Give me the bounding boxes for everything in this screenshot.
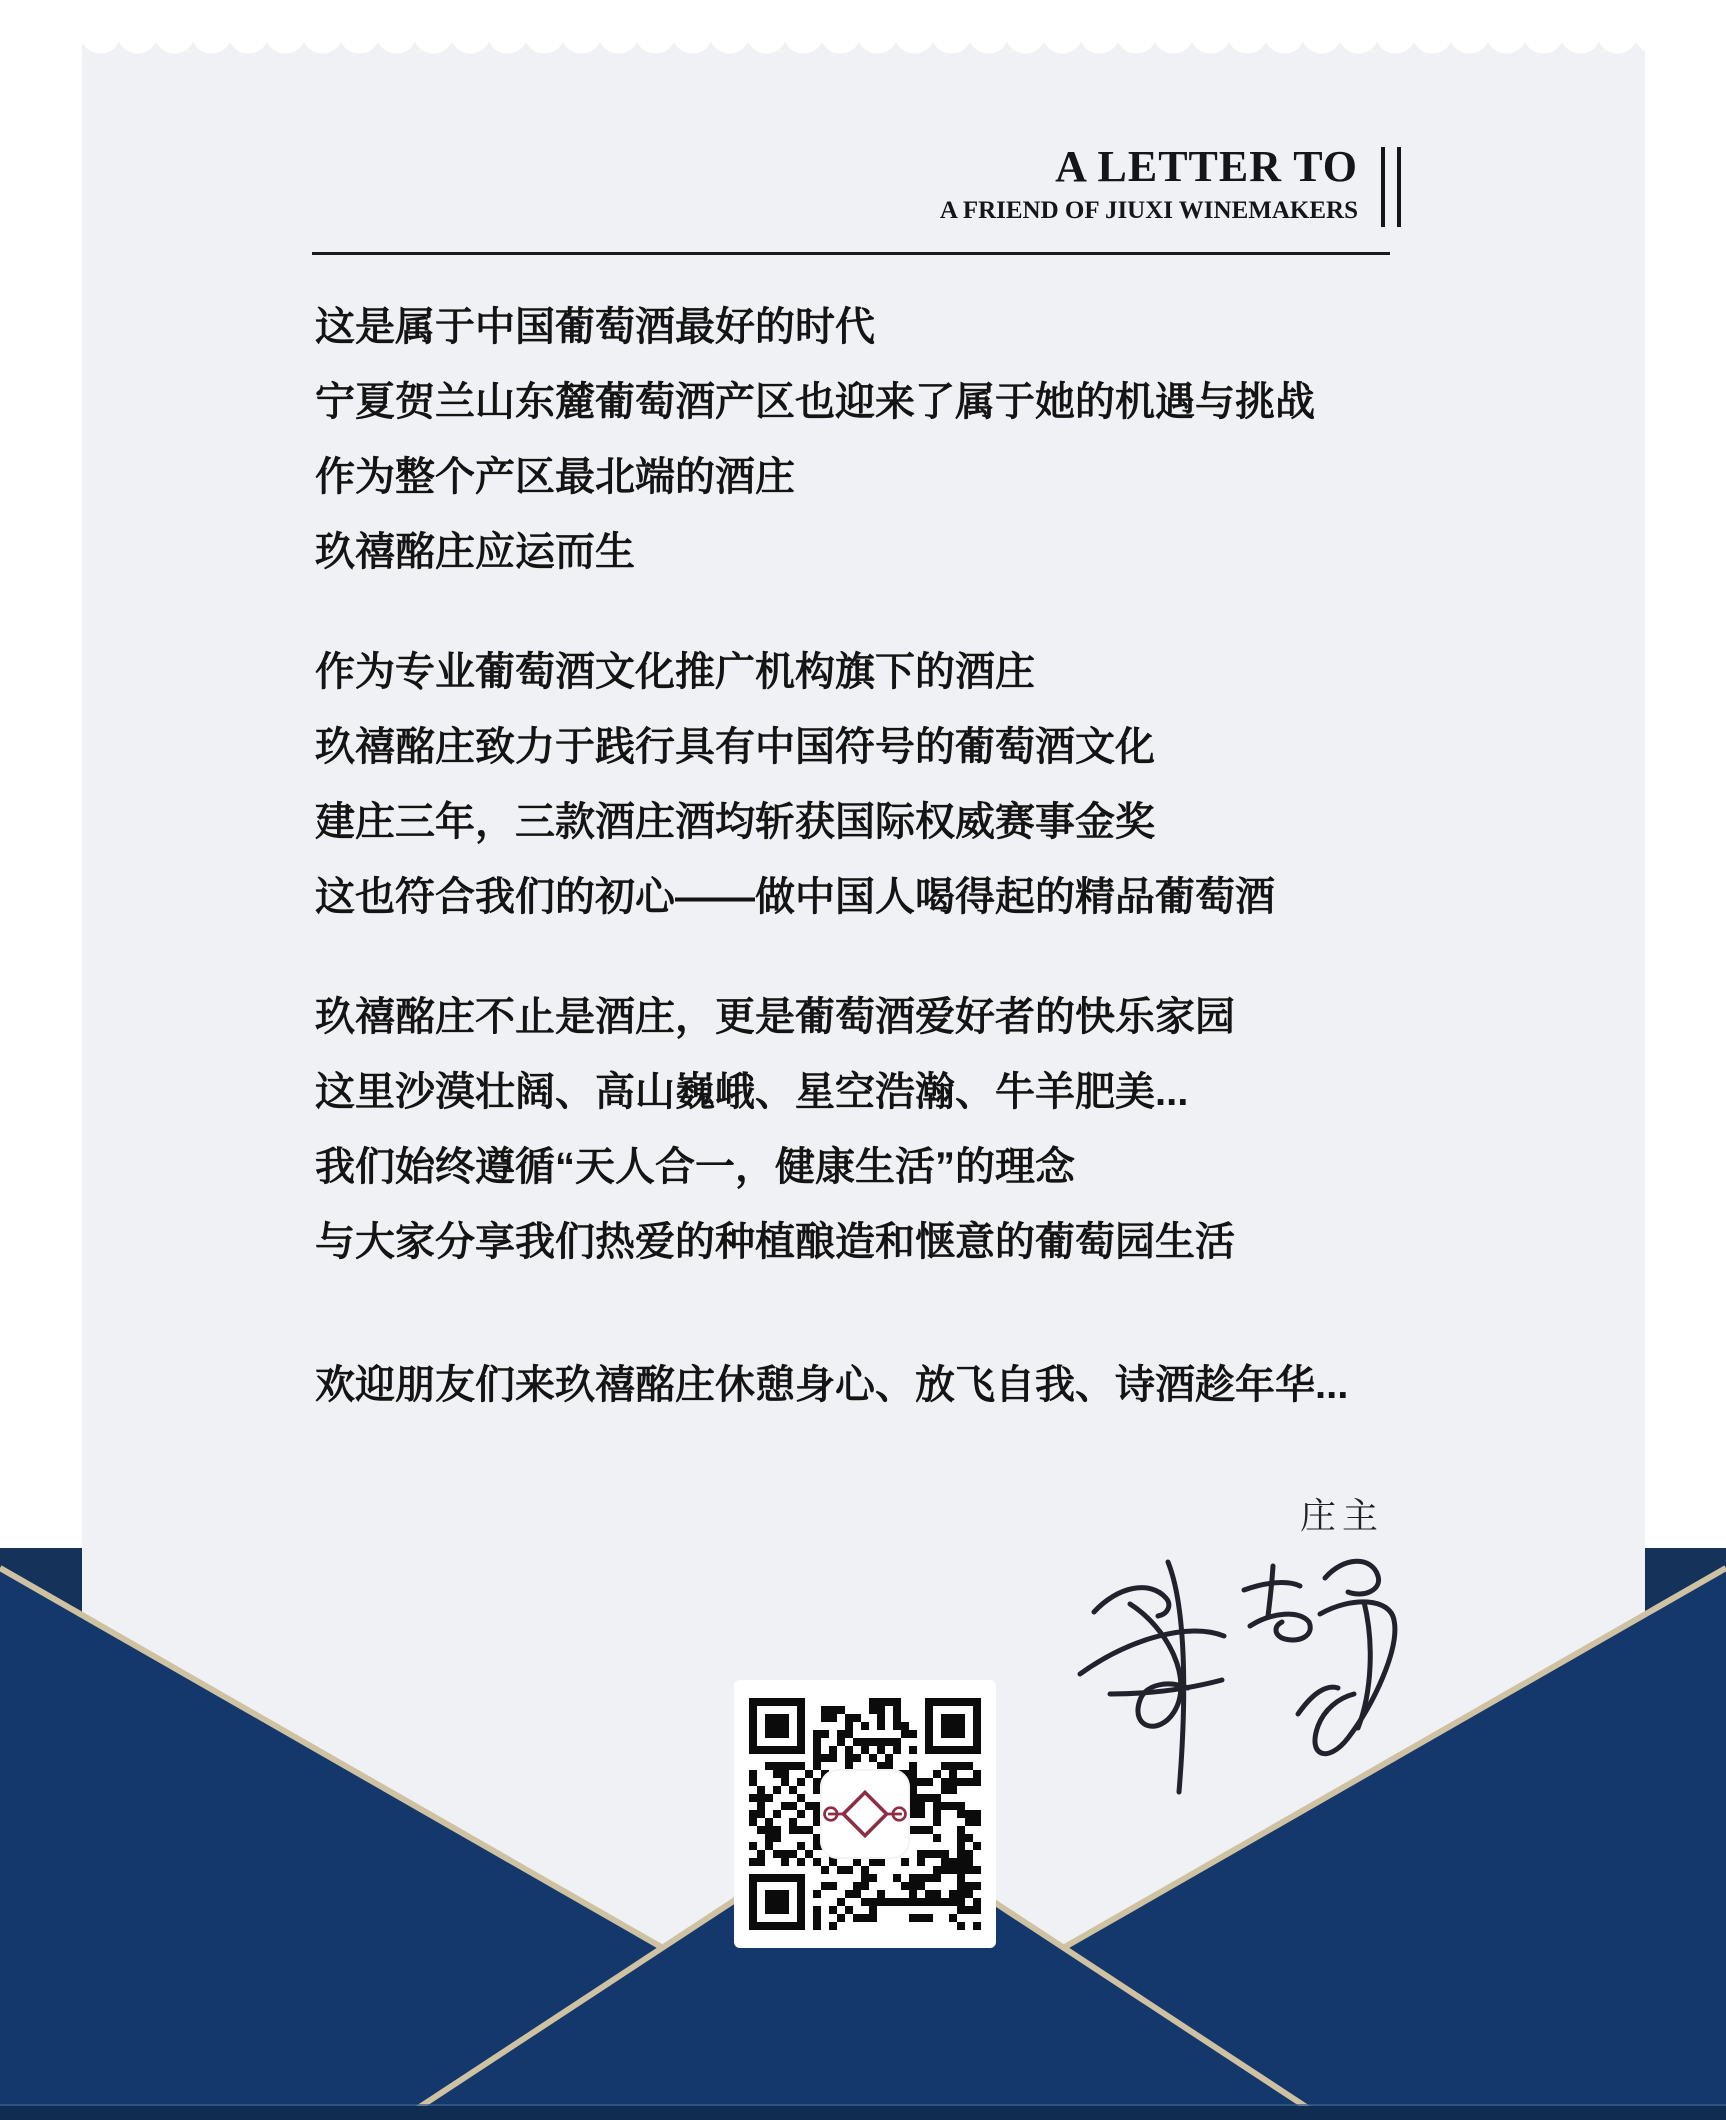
jiuxi-diamond-icon	[820, 1769, 910, 1859]
qr-card	[734, 1680, 996, 1948]
letter-body	[315, 290, 1415, 1468]
text-line: 这也符合我们的初心——做中国人喝得起的精品葡萄酒	[315, 875, 1275, 919]
text-line: 宁夏贺兰山东麓葡萄酒产区也迎来了属于她的机遇与挑战	[315, 380, 1315, 424]
text-line: 这里沙漠壮阔、高山巍峨、星空浩瀚、牛羊肥美...	[315, 1070, 1189, 1114]
text-line: 作为专业葡萄酒文化推广机构旗下的酒庄	[315, 650, 1035, 694]
paragraph	[315, 1348, 1415, 1423]
qr-center-logo	[820, 1769, 910, 1859]
perforated-edge	[82, 23, 1645, 54]
envelope-back-left	[0, 1548, 82, 2120]
text-line: 玖禧酩庄致力于践行具有中国符号的葡萄酒文化	[315, 725, 1155, 769]
text-line: 我们始终遵循“天人合一，健康生活”的理念	[315, 1145, 1075, 1189]
header-rule	[312, 252, 1390, 255]
paragraph	[315, 980, 1415, 1280]
text-line: 与大家分享我们热爱的种植酿造和惬意的葡萄园生活	[315, 1220, 1235, 1264]
double-bar-ornament	[1381, 147, 1401, 227]
text-line: 作为整个产区最北端的酒庄	[315, 455, 795, 499]
header-title: A LETTER TO	[1055, 142, 1358, 191]
owner-label: 庄主	[1300, 1495, 1385, 1536]
text-line: 这是属于中国葡萄酒最好的时代	[315, 305, 875, 349]
text-line: 欢迎朋友们来玖禧酩庄休憩身心、放飞自我、诗酒趁年华...	[315, 1363, 1349, 1407]
text-line: 玖禧酩庄应运而生	[315, 530, 635, 574]
paragraph	[315, 290, 1415, 590]
text-line: 建庄三年，三款酒庄酒均斩获国际权威赛事金奖	[315, 800, 1155, 844]
paragraph	[315, 635, 1415, 935]
envelope-back-right	[1645, 1548, 1726, 2120]
header-subtitle: A FRIEND OF JIUXI WINEMAKERS	[939, 197, 1358, 224]
text-line: 玖禧酩庄不止是酒庄，更是葡萄酒爱好者的快乐家园	[315, 995, 1235, 1039]
owner-signature-icon	[1072, 1542, 1417, 1804]
